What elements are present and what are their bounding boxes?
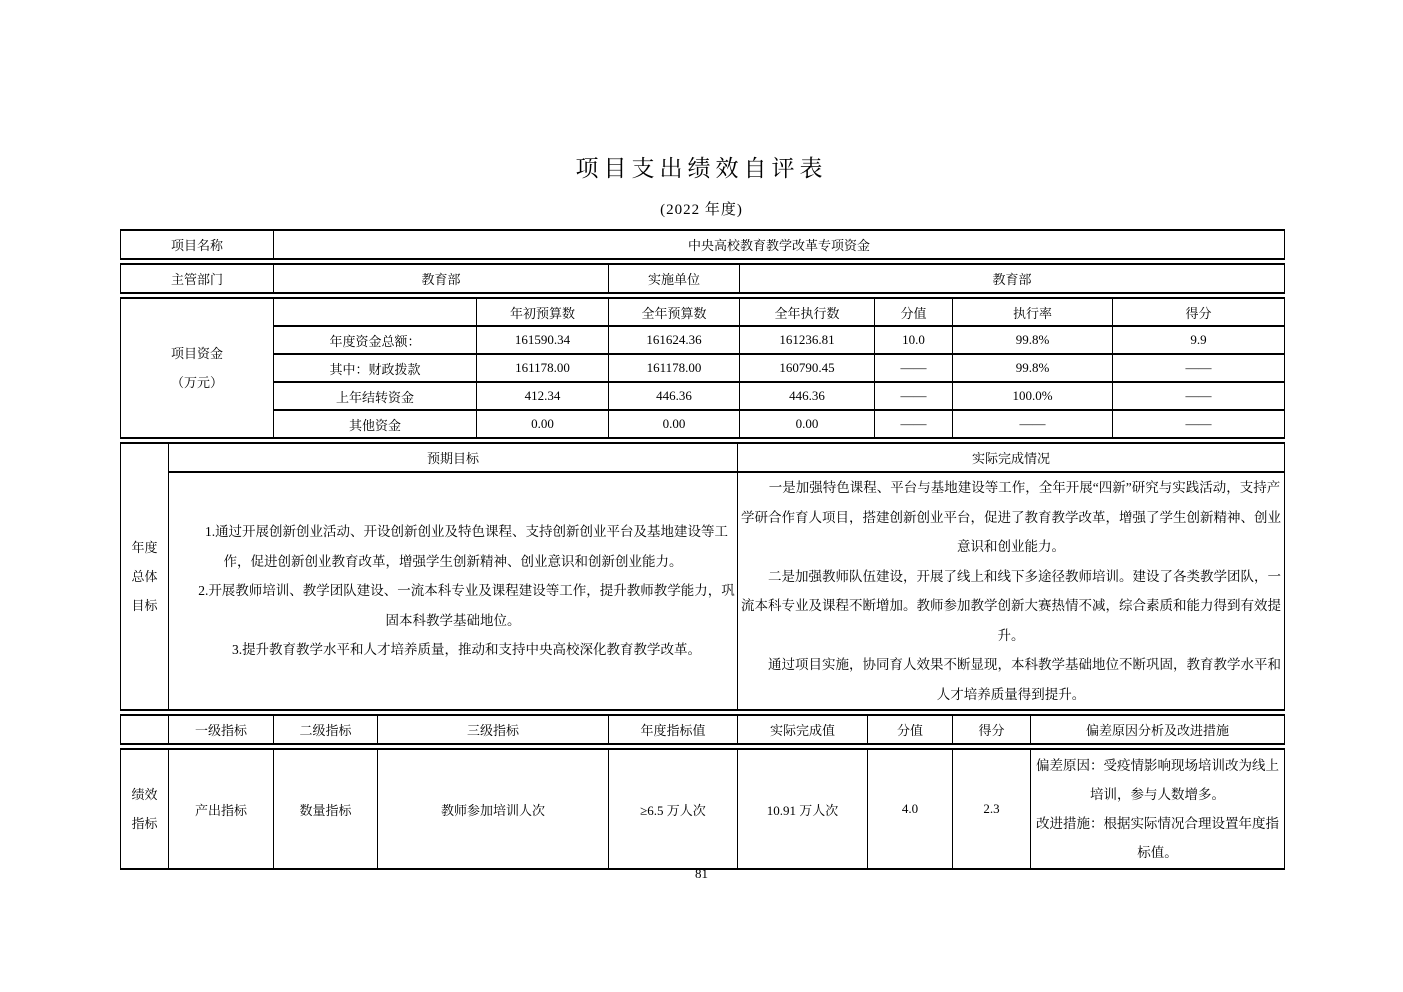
fund-executed: 161236.81 bbox=[740, 326, 875, 354]
fund-executed: 160790.45 bbox=[740, 354, 875, 382]
fund-initial-budget: 161178.00 bbox=[477, 354, 609, 382]
page-number: 81 bbox=[695, 866, 708, 881]
fund-score-weight: —— bbox=[875, 410, 953, 438]
funds-side-label: 项目资金 （万元） bbox=[121, 298, 274, 438]
fund-row-label: 年度资金总额： bbox=[274, 326, 477, 354]
dept-value: 教育部 bbox=[274, 264, 609, 293]
fund-execution-rate: —— bbox=[953, 410, 1113, 438]
expected-goal-paragraph: 3.提升教育教学水平和人才培养质量，推动和支持中央高校深化教育教学改革。 bbox=[231, 642, 702, 658]
fund-annual-budget: 0.00 bbox=[609, 410, 740, 438]
actual-completion-text bbox=[738, 472, 1285, 710]
page-subtitle: (2022 年度) bbox=[660, 202, 743, 218]
col-header-score-weight: 分值 bbox=[875, 298, 953, 326]
improvement-measure-line: 改进措施：根据实际情况合理设置年度指标值。 bbox=[1036, 816, 1279, 860]
indicator-score-value: 2.3 bbox=[953, 749, 1031, 869]
actual-completion-paragraph: 一是加强特色课程、平台与基地建设等工作，全年开展“四新”研究与实践活动，支持产学研合作育人项目，搭建创新创业平台，促进了教育教学改革，增强了学生创新精神、创业意识和创业能力。 bbox=[741, 480, 1281, 554]
actual-completion-paragraph: 通过项目实施，协同育人效果不断显现，本科教学基础地位不断巩固，教育教学水平和人才培养质量得到提升。 bbox=[768, 657, 1281, 702]
funds-row-total bbox=[121, 326, 1285, 354]
col-header-score: 得分 bbox=[953, 715, 1031, 744]
project-name-band bbox=[120, 229, 1285, 260]
fund-score: —— bbox=[1113, 382, 1285, 410]
fund-score-weight: —— bbox=[875, 354, 953, 382]
expected-goals-header: 预期目标 bbox=[169, 443, 738, 472]
department-band bbox=[120, 263, 1285, 294]
goals-content-row bbox=[121, 472, 1285, 710]
fund-score: —— bbox=[1113, 410, 1285, 438]
indicator-data-row bbox=[121, 749, 1285, 869]
funds-row-carryover bbox=[121, 382, 1285, 410]
col-header-executed: 全年执行数 bbox=[740, 298, 875, 326]
expected-goals-text bbox=[169, 472, 738, 710]
indicator-level2-value: 数量指标 bbox=[274, 749, 378, 869]
indicator-header-band bbox=[120, 714, 1285, 745]
fund-score-weight: 10.0 bbox=[875, 326, 953, 354]
fund-annual-budget: 161178.00 bbox=[609, 354, 740, 382]
performance-indicator-side-label: 绩效 指标 bbox=[121, 749, 169, 869]
fund-executed: 446.36 bbox=[740, 382, 875, 410]
dept-label: 主管部门 bbox=[121, 264, 274, 293]
col-header-annual-target: 年度指标值 bbox=[609, 715, 738, 744]
col-header-actual-value: 实际完成值 bbox=[738, 715, 868, 744]
fund-row-label: 其他资金 bbox=[274, 410, 477, 438]
expected-goal-paragraph: 1.通过开展创新创业活动、开设创新创业及特色课程、支持创新创业平台及基地建设等工作，促进创新创业教育改革，增强学生创新精神、创业意识和创新创业能力。 bbox=[204, 524, 729, 569]
fund-row-label: 其中：财政拨款 bbox=[274, 354, 477, 382]
fund-row-label: 上年结转资金 bbox=[274, 382, 477, 410]
indicator-level1-value: 产出指标 bbox=[169, 749, 274, 869]
fund-score: —— bbox=[1113, 354, 1285, 382]
col-header-annual-budget: 全年预算数 bbox=[609, 298, 740, 326]
table-row bbox=[121, 264, 1285, 293]
funds-header-row bbox=[121, 298, 1285, 326]
col-header-score-weight: 分值 bbox=[868, 715, 953, 744]
indicator-score-weight-value: 4.0 bbox=[868, 749, 953, 869]
funds-empty-header-cell bbox=[274, 298, 477, 326]
deviation-analysis-text bbox=[1031, 749, 1285, 869]
funds-band bbox=[120, 297, 1285, 439]
fund-annual-budget: 161624.36 bbox=[609, 326, 740, 354]
fund-executed: 0.00 bbox=[740, 410, 875, 438]
fund-score-weight: —— bbox=[875, 382, 953, 410]
indicator-level3-value: 教师参加培训人次 bbox=[378, 749, 609, 869]
col-header-initial-budget: 年初预算数 bbox=[477, 298, 609, 326]
page-title: 项目支出绩效自评表 bbox=[575, 156, 828, 181]
funds-row-fiscal bbox=[121, 354, 1285, 382]
self-evaluation-table bbox=[120, 229, 1284, 873]
col-header-level2: 二级指标 bbox=[274, 715, 378, 744]
fund-annual-budget: 446.36 bbox=[609, 382, 740, 410]
fund-score: 9.9 bbox=[1113, 326, 1285, 354]
project-name-value: 中央高校教育教学改革专项资金 bbox=[274, 230, 1285, 259]
fund-execution-rate: 100.0% bbox=[953, 382, 1113, 410]
col-header-execution-rate: 执行率 bbox=[953, 298, 1113, 326]
col-header-deviation: 偏差原因分析及改进措施 bbox=[1031, 715, 1285, 744]
funds-row-other bbox=[121, 410, 1285, 438]
fund-initial-budget: 0.00 bbox=[477, 410, 609, 438]
table-row bbox=[121, 230, 1285, 259]
col-header-level1: 一级指标 bbox=[169, 715, 274, 744]
indicator-actual-value: 10.91 万人次 bbox=[738, 749, 868, 869]
deviation-reason-line: 偏差原因：受疫情影响现场培训改为线上培训，参与人数增多。 bbox=[1036, 758, 1279, 802]
goals-header-row bbox=[121, 443, 1285, 472]
fund-execution-rate: 99.8% bbox=[953, 326, 1113, 354]
fund-initial-budget: 161590.34 bbox=[477, 326, 609, 354]
project-name-label: 项目名称 bbox=[121, 230, 274, 259]
expected-goal-paragraph: 2.开展教师培训、教学团队建设、一流本科专业及课程建设等工作，提升教师教学能力，巩固本科教学基础地位。 bbox=[198, 583, 735, 628]
indicator-annual-target-value: ≥6.5 万人次 bbox=[609, 749, 738, 869]
annual-goals-side-label: 年度 总体 目标 bbox=[121, 443, 169, 710]
indicator-data-band bbox=[120, 748, 1285, 870]
indicator-empty-corner-cell bbox=[121, 715, 169, 744]
col-header-level3: 三级指标 bbox=[378, 715, 609, 744]
fund-execution-rate: 99.8% bbox=[953, 354, 1113, 382]
indicator-header-row bbox=[121, 715, 1285, 744]
actual-completion-header: 实际完成情况 bbox=[738, 443, 1285, 472]
col-header-score: 得分 bbox=[1113, 298, 1285, 326]
annual-goals-band bbox=[120, 442, 1285, 711]
fund-initial-budget: 412.34 bbox=[477, 382, 609, 410]
impl-label: 实施单位 bbox=[609, 264, 740, 293]
impl-value: 教育部 bbox=[740, 264, 1285, 293]
actual-completion-paragraph: 二是加强教师队伍建设，开展了线上和线下多途径教师培训。建设了各类教学团队，一流本科专业及课程不断增加。教师参加教学创新大赛热情不减，综合素质和能力得到有效提升。 bbox=[741, 568, 1281, 643]
